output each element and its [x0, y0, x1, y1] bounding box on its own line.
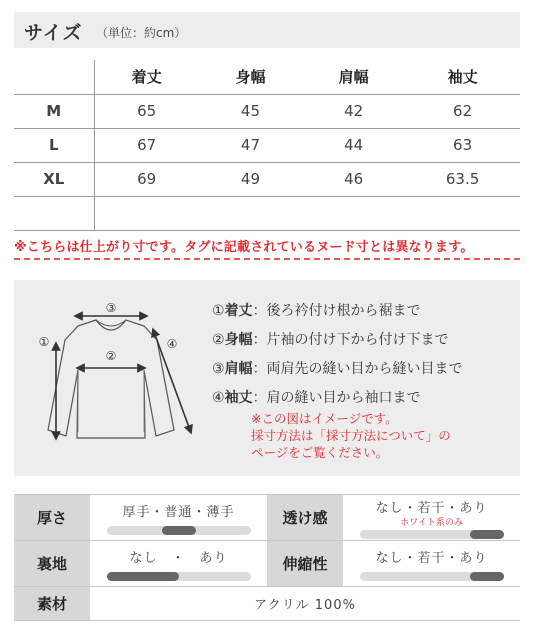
fabric-row — [14, 587, 520, 621]
legend-number: ④ — [212, 390, 225, 406]
table-cell: 47 — [199, 128, 302, 162]
diagram-note — [251, 410, 451, 461]
lining-scale — [107, 572, 251, 581]
lining-options: なし ・ あり — [129, 550, 228, 566]
table-row-empty — [14, 196, 520, 230]
table-cell: 42 — [302, 94, 405, 128]
size-label: XL — [14, 162, 94, 196]
legend-item — [212, 358, 463, 387]
table-cell: 46 — [302, 162, 405, 196]
scale-indicator — [107, 572, 179, 581]
size-label: M — [14, 94, 94, 128]
column-header: 身幅 — [199, 60, 302, 94]
dashed-divider — [14, 258, 520, 260]
table-row — [14, 94, 520, 128]
corner-cell — [14, 60, 94, 94]
note-line: ※この図はイメージです。 — [251, 411, 398, 426]
measurement-diagram — [14, 280, 520, 476]
thickness-scale — [107, 526, 251, 535]
legend-desc: ：片袖の付け下から付け下まで — [252, 332, 449, 348]
transparency-value — [343, 495, 520, 541]
table-row — [14, 128, 520, 162]
scale-indicator — [470, 572, 504, 581]
marker-2: ② — [105, 349, 117, 363]
sweater-illustration — [14, 280, 204, 476]
section-title: サイズ — [24, 22, 83, 44]
legend-item — [212, 300, 463, 329]
note-line: ページをご覧ください。 — [251, 445, 389, 460]
stretch-value — [343, 541, 520, 587]
column-header: 肩幅 — [302, 60, 405, 94]
thickness-value — [90, 495, 267, 541]
measurement-legend — [212, 300, 463, 416]
legend-desc: ：後ろ衿付け根から裾まで — [252, 303, 421, 319]
scale-indicator — [162, 526, 196, 535]
note-line: 採寸方法は「採寸方法について」の — [251, 428, 451, 443]
transparency-label: 透け感 — [267, 495, 343, 541]
legend-label: 身幅 — [224, 332, 253, 348]
empty-cell — [94, 196, 199, 230]
legend-number: ② — [212, 332, 225, 348]
table-cell: 67 — [94, 128, 199, 162]
table-cell: 45 — [199, 94, 302, 128]
legend-desc: ：肩の縫い目から袖口まで — [252, 390, 421, 406]
legend-number: ③ — [212, 361, 225, 377]
thickness-label: 厚さ — [14, 495, 90, 541]
marker-3: ③ — [105, 301, 117, 315]
table-cell: 62 — [405, 94, 520, 128]
transparency-note: ホワイト系のみ — [400, 517, 463, 528]
fabric-row — [14, 541, 520, 587]
legend-label: 着丈 — [224, 303, 253, 319]
legend-number: ① — [212, 303, 225, 319]
transparency-options: なし・若干・あり — [375, 500, 488, 516]
unit-note: （単位：約cm） — [96, 26, 187, 40]
fabric-row — [14, 495, 520, 541]
empty-cell — [405, 196, 520, 230]
size-label: L — [14, 128, 94, 162]
stretch-label: 伸縮性 — [267, 541, 343, 587]
table-cell: 49 — [199, 162, 302, 196]
stretch-scale — [360, 572, 504, 581]
fabric-table — [14, 494, 520, 621]
legend-desc: ：両肩先の縫い目から縫い目まで — [252, 361, 463, 377]
stretch-options: なし・若干・あり — [375, 550, 488, 566]
measurement-notice: ※こちらは仕上がり寸です。タグに記載されているヌード寸とは異なります。 — [14, 240, 474, 255]
empty-cell — [199, 196, 302, 230]
table-row — [14, 162, 520, 196]
transparency-scale — [360, 530, 504, 539]
legend-label: 肩幅 — [224, 361, 253, 377]
table-cell: 65 — [94, 94, 199, 128]
marker-1: ① — [38, 335, 50, 349]
size-table-header — [14, 60, 520, 94]
lining-value — [90, 541, 267, 587]
column-header: 袖丈 — [405, 60, 520, 94]
section-header — [14, 12, 520, 48]
size-table — [14, 60, 520, 231]
material-value: アクリル 100% — [90, 587, 520, 621]
table-cell: 63 — [405, 128, 520, 162]
empty-cell — [302, 196, 405, 230]
table-cell: 69 — [94, 162, 199, 196]
empty-cell — [14, 196, 94, 230]
lining-label: 裏地 — [14, 541, 90, 587]
column-header: 着丈 — [94, 60, 199, 94]
table-cell: 44 — [302, 128, 405, 162]
legend-item — [212, 329, 463, 358]
scale-indicator — [470, 530, 504, 539]
thickness-options: 厚手・普通・薄手 — [122, 504, 235, 520]
legend-label: 袖丈 — [224, 390, 253, 406]
marker-4: ④ — [166, 337, 178, 351]
table-cell: 63.5 — [405, 162, 520, 196]
material-label: 素材 — [14, 587, 90, 621]
